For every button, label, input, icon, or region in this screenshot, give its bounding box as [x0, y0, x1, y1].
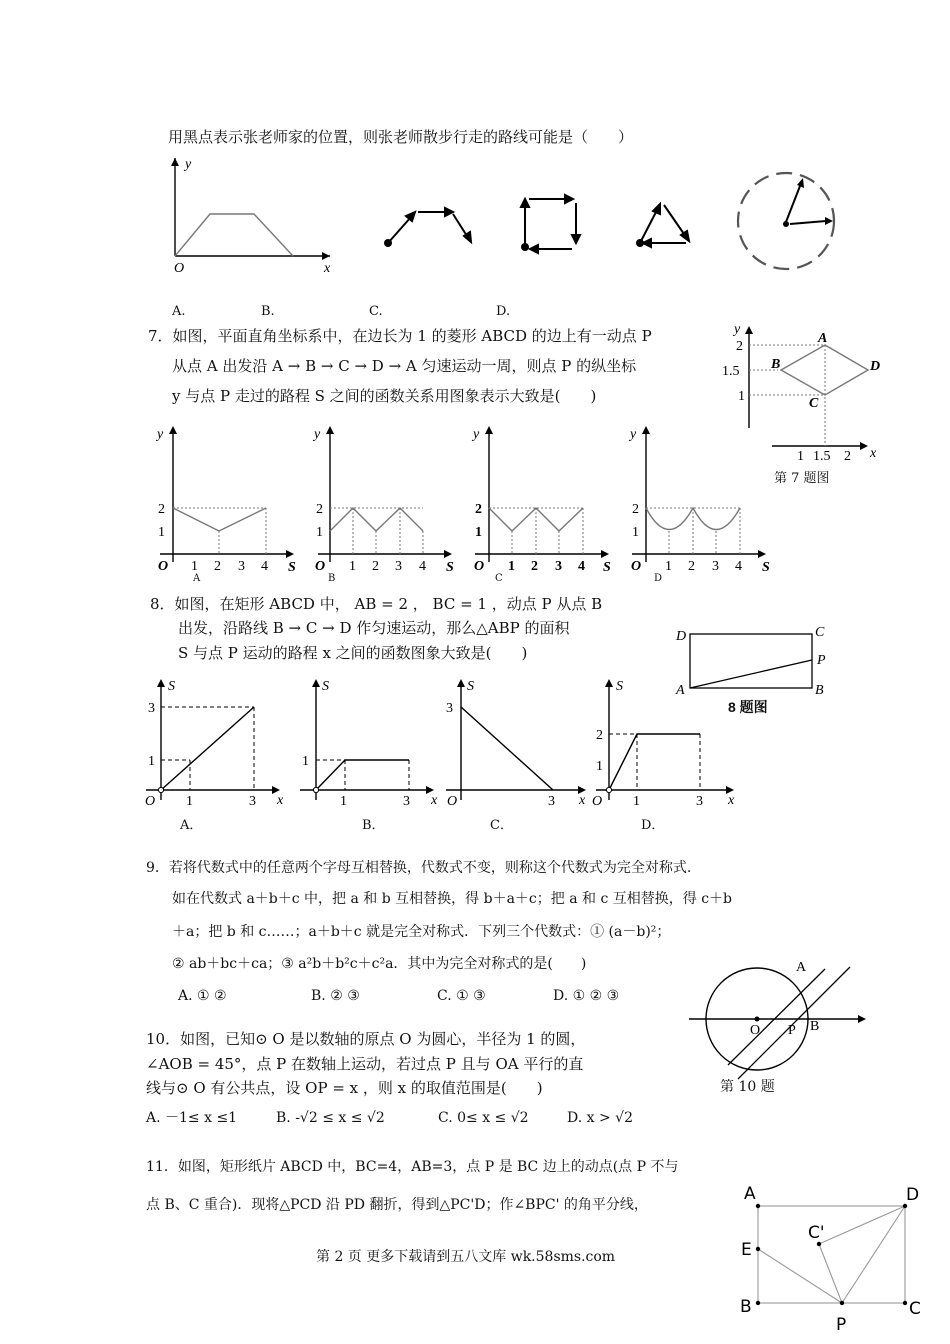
svg-text:1: 1	[738, 389, 745, 404]
svg-text:O: O	[145, 794, 156, 809]
q8-opt-d: D．	[641, 818, 665, 833]
svg-text:y: y	[473, 427, 480, 442]
q9-line4: ② ab＋bc＋ca；③ a²b＋b²c＋c²a．其中为完全对称式的是( )	[172, 956, 587, 972]
svg-text:O: O	[474, 559, 485, 574]
q10-opt-c: C. 0≤ x ≤ √2	[438, 1110, 529, 1126]
svg-text:2: 2	[475, 502, 482, 517]
svg-text:1: 1	[596, 759, 603, 774]
svg-text:1: 1	[633, 794, 640, 809]
svg-text:x: x	[324, 261, 331, 276]
svg-text:O: O	[592, 794, 603, 809]
svg-text:P: P	[817, 653, 826, 668]
svg-text:3: 3	[446, 701, 453, 716]
q10-line2: ∠AOB = 45°，点 P 在数轴上运动，若过点 P 且与 OA 平行的直	[146, 1055, 584, 1073]
svg-text:1: 1	[302, 754, 309, 769]
svg-text:1: 1	[191, 559, 198, 574]
q9-opt-d: D. ① ② ③	[553, 988, 620, 1004]
svg-text:C: C	[909, 1299, 921, 1319]
svg-text:x: x	[431, 793, 438, 808]
svg-text:S: S	[322, 679, 329, 694]
svg-text:1: 1	[148, 754, 155, 769]
q7-opt-a: A	[193, 573, 201, 584]
svg-text:3: 3	[238, 559, 245, 574]
svg-text:B: B	[771, 357, 781, 372]
svg-text:x: x	[728, 793, 735, 808]
q8-line2: 出发，沿路线 B → C → D 作匀速运动，那么△ABP 的面积	[178, 619, 570, 637]
q8-line1: 8．如图，在矩形 ABCD 中， AB = 2 ， BC = 1 ，动点 P 从点 B	[150, 595, 603, 613]
svg-text:x: x	[870, 446, 877, 461]
svg-text:3: 3	[555, 559, 562, 574]
q7-opt-c: C	[495, 573, 503, 584]
svg-text:1: 1	[316, 525, 323, 540]
svg-text:2: 2	[372, 559, 379, 574]
svg-text:O: O	[315, 559, 326, 574]
svg-text:O: O	[158, 559, 169, 574]
svg-text:2: 2	[844, 449, 851, 464]
svg-text:2: 2	[214, 559, 221, 574]
q11-line2: 点 B、C 重合)．现将△PCD 沿 PD 翻折，得到△PC'D；作∠BPC' 的角平分线，	[146, 1197, 648, 1213]
svg-text:3: 3	[548, 794, 555, 809]
svg-text:y: y	[157, 427, 164, 442]
svg-text:2: 2	[688, 559, 695, 574]
q10-line3: 线与⊙ O 有公共点，设 OP = x ，则 x 的取值范围是( )	[146, 1079, 543, 1097]
svg-text:1: 1	[797, 449, 804, 464]
svg-text:1: 1	[349, 559, 356, 574]
svg-text:A: A	[744, 1184, 756, 1204]
q7-opt-d: D	[654, 573, 663, 584]
svg-text:E: E	[741, 1240, 752, 1260]
svg-text:A: A	[796, 960, 807, 975]
svg-text:P: P	[788, 1023, 796, 1038]
svg-text:2: 2	[632, 502, 639, 517]
svg-text:S: S	[603, 560, 611, 575]
svg-text:2: 2	[531, 559, 538, 574]
q9-line2: 如在代数式 a＋b＋c 中，把 a 和 b 互相替换，得 b＋a＋c；把 a 和 c 互相替换，得 c＋b	[172, 891, 732, 907]
svg-text:B: B	[815, 683, 824, 698]
svg-text:1: 1	[340, 794, 347, 809]
svg-text:y: y	[630, 427, 637, 442]
svg-text:2: 2	[736, 339, 743, 354]
svg-text:S: S	[467, 679, 474, 694]
svg-text:S: S	[288, 560, 296, 575]
svg-text:3: 3	[712, 559, 719, 574]
footer: 第 2 页 更多下载请到五八文库 wk.58sms.com	[316, 1249, 616, 1265]
svg-text:C: C	[809, 396, 819, 411]
q7-line2: 从点 A 出发沿 A → B → C → D → A 匀速运动一周，则点 P 的纵坐标	[172, 357, 637, 375]
q8-fig-caption: 8 题图	[728, 699, 768, 715]
svg-text:y: y	[185, 157, 192, 172]
svg-text:A: A	[818, 331, 828, 346]
svg-text:S: S	[168, 679, 175, 694]
q7-line3: y 与点 P 走过的路程 S 之间的函数关系用图象表示大致是( )	[172, 387, 597, 405]
svg-text:1: 1	[475, 525, 482, 540]
svg-text:y: y	[314, 427, 321, 442]
q6-opt-b: B.	[261, 304, 275, 319]
svg-text:2: 2	[316, 502, 323, 517]
svg-text:3: 3	[696, 794, 703, 809]
svg-text:2: 2	[596, 728, 603, 743]
q7-line1: 7．如图，平面直角坐标系中，在边长为 1 的菱形 ABCD 的边上有一动点 P	[148, 327, 652, 345]
q9-line1: 9．若将代数式中的任意两个字母互相替换，代数式不变，则称这个代数式为完全对称式.	[146, 860, 692, 876]
svg-text:4: 4	[578, 559, 585, 574]
svg-text:P: P	[836, 1315, 847, 1335]
q6-opt-a: A.	[172, 304, 186, 319]
svg-text:x: x	[579, 793, 586, 808]
q9-line3: ＋a；把 b 和 c……；a＋b＋c 就是完全对称式．下列三个代数式：① (a－b)²；	[172, 924, 671, 940]
svg-text:B: B	[740, 1297, 752, 1317]
svg-text:1.5: 1.5	[722, 364, 740, 379]
svg-text:O: O	[447, 794, 458, 809]
q10-opt-d: D. x > √2	[567, 1110, 633, 1126]
svg-text:A: A	[676, 683, 685, 698]
q10-fig-caption: 第 10 题	[720, 1079, 775, 1095]
svg-text:S: S	[446, 560, 454, 575]
svg-text:D: D	[906, 1185, 920, 1205]
svg-text:B: B	[810, 1019, 820, 1034]
q8-line3: S 与点 P 运动的路程 x 之间的函数图象大致是( )	[178, 644, 528, 662]
q6-opt-c: C.	[369, 304, 383, 319]
q9-opt-a: A. ① ②	[178, 988, 227, 1004]
svg-text:1: 1	[158, 525, 165, 540]
svg-text:1: 1	[665, 559, 672, 574]
svg-text:D: D	[676, 629, 687, 644]
q10-line1: 10．如图，已知⊙ O 是以数轴的原点 O 为圆心，半径为 1 的圆，	[146, 1030, 586, 1048]
svg-text:3: 3	[395, 559, 402, 574]
q6-intro: 用黑点表示张老师家的位置，则张老师散步行走的路线可能是（ ）	[168, 128, 634, 146]
svg-text:y: y	[734, 322, 741, 337]
svg-text:x: x	[277, 793, 284, 808]
q8-opt-c: C．	[490, 818, 513, 833]
svg-text:3: 3	[403, 794, 410, 809]
q9-opt-b: B. ② ③	[311, 988, 360, 1004]
q10-opt-a: A. －1≤ x ≤1	[146, 1110, 238, 1126]
q11-line1: 11．如图，矩形纸片 ABCD 中，BC=4，AB=3，点 P 是 BC 边上的动点(点 P 不与	[146, 1159, 679, 1175]
svg-text:4: 4	[419, 559, 426, 574]
q6-opt-d: D.	[496, 304, 511, 319]
svg-text:O: O	[750, 1023, 761, 1038]
q8-opt-b: B．	[362, 818, 385, 833]
svg-text:1.5: 1.5	[813, 449, 831, 464]
q10-opt-b: B. -√2 ≤ x ≤ √2	[276, 1110, 385, 1126]
svg-text:C': C'	[808, 1223, 825, 1243]
svg-text:2: 2	[158, 502, 165, 517]
svg-text:S: S	[616, 679, 623, 694]
svg-text:4: 4	[735, 559, 742, 574]
svg-text:O: O	[174, 261, 185, 276]
svg-text:S: S	[762, 560, 770, 575]
svg-text:4: 4	[261, 559, 268, 574]
svg-text:1: 1	[632, 525, 639, 540]
svg-text:3: 3	[148, 701, 155, 716]
svg-text:1: 1	[508, 559, 515, 574]
q7-fig-caption: 第 7 题图	[774, 471, 830, 486]
q8-opt-a: A．	[180, 818, 203, 833]
svg-text:C: C	[815, 625, 825, 640]
svg-text:3: 3	[249, 794, 256, 809]
svg-text:1: 1	[186, 794, 193, 809]
svg-text:O: O	[631, 559, 642, 574]
q9-opt-c: C. ① ③	[437, 988, 486, 1004]
svg-text:D: D	[870, 359, 881, 374]
q7-opt-b: B	[328, 573, 336, 584]
